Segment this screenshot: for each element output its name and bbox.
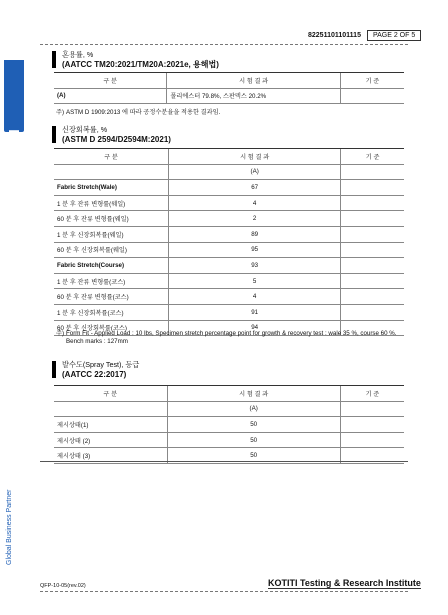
table-row	[54, 226, 404, 242]
sample-row: (A)	[54, 164, 404, 180]
row-standard	[341, 226, 404, 242]
row-item: 60 분 후 신장회복률(웨일)	[54, 242, 169, 258]
table-row	[54, 195, 404, 211]
logo-text: KOTITI	[8, 128, 23, 182]
row-standard	[341, 195, 404, 211]
row-result: 95	[169, 242, 341, 258]
row-result: 91	[169, 304, 341, 320]
row-standard	[340, 432, 404, 448]
row-item: 60 분 후 신장회복률(코스)	[54, 320, 169, 336]
row-item: 제시상태 (3)	[54, 448, 167, 464]
row-result: 50	[167, 432, 340, 448]
section-title: 신장회복률, % (ASTM D 2594/D2594M:2021)	[52, 125, 171, 145]
table-row	[54, 258, 404, 274]
report-number: 82251101101115	[308, 32, 361, 39]
row-result: 67	[169, 180, 341, 196]
table-row	[54, 242, 404, 258]
fiber-note: 주) ASTM D 1909:2013 에 따라 공정수분율을 적용한 결과임.	[56, 109, 221, 116]
row-standard	[341, 180, 404, 196]
row-item: 1 분 후 잔류 변형률(웨일)	[54, 195, 169, 211]
row-result: 94	[169, 320, 341, 336]
row-item: 1 분 후 잔류 변형률(코스)	[54, 273, 169, 289]
section-spray-test	[52, 360, 139, 380]
section-fiber-content	[52, 50, 219, 70]
brand-sidebar	[0, 0, 26, 615]
table-header-row: 구 분 시 험 결 과 기 준	[54, 386, 404, 402]
sample-row: (A)	[54, 401, 404, 417]
row-standard	[341, 211, 404, 227]
table-row: (A) 폴리에스터 79.8%, 스판덱스 20.2%	[54, 88, 404, 104]
table-header-row: 구 분 시 험 결 과 기 준	[54, 149, 404, 165]
table-row	[54, 289, 404, 305]
fiber-content-table	[54, 72, 404, 104]
row-item: 제시상태(1)	[54, 417, 167, 433]
table-header-row: 구 분 시 험 결 과 기 준	[54, 73, 404, 89]
institute-name: KOTITI Testing & Research Institute	[268, 578, 421, 588]
table-row	[54, 304, 404, 320]
row-result: 93	[169, 258, 341, 274]
row-result: 2	[169, 211, 341, 227]
section-end-divider	[40, 461, 408, 462]
row-standard	[341, 242, 404, 258]
footer-divider	[40, 591, 408, 592]
row-result: 89	[169, 226, 341, 242]
row-standard	[341, 258, 404, 274]
row-standard	[341, 273, 404, 289]
row-item: 60 분 후 잔류 변형률(웨일)	[54, 211, 169, 227]
section-title: 혼용률, % (AATCC TM20:2021/TM20A:2021e, 용해법)	[52, 50, 219, 70]
row-result: 50	[167, 448, 340, 464]
table-row	[54, 417, 404, 433]
report-header	[308, 30, 421, 41]
row-standard	[340, 417, 404, 433]
row-result: 50	[167, 417, 340, 433]
section-stretch-recovery	[52, 125, 171, 145]
table-row	[54, 432, 404, 448]
row-item: 1 분 후 신장회복률(코스)	[54, 304, 169, 320]
stretch-note: 주) Form Fit - Applied Load : 10 lbs, Specimen stretch percentage point for growth & recovery test : wale 35 %, course 60 %. Bench marks : 127mm	[56, 330, 397, 345]
table-row	[54, 273, 404, 289]
row-result: 5	[169, 273, 341, 289]
kotiti-logo	[4, 60, 24, 182]
header-divider	[40, 44, 408, 45]
row-result: 4	[169, 289, 341, 305]
section-title: 발수도(Spray Test), 등급 (AATCC 22:2017)	[52, 360, 139, 380]
stretch-recovery-table	[54, 148, 404, 336]
table-row	[54, 211, 404, 227]
row-item: Fabric Stretch(Wale)	[54, 180, 169, 196]
row-item: 60 분 후 잔류 변형률(코스)	[54, 289, 169, 305]
page-indicator: PAGE 2 OF 5	[367, 30, 421, 41]
row-item: Fabric Stretch(Course)	[54, 258, 169, 274]
row-item: 제시상태 (2)	[54, 432, 167, 448]
form-code: QFP-10-05(rev.02)	[40, 583, 86, 589]
table-row	[54, 180, 404, 196]
spray-test-table	[54, 385, 404, 464]
sidebar-slogan: Global Business Partner	[6, 489, 13, 565]
row-item: 1 분 후 신장회복률(웨일)	[54, 226, 169, 242]
row-result: 4	[169, 195, 341, 211]
row-standard	[341, 304, 404, 320]
row-standard	[341, 289, 404, 305]
